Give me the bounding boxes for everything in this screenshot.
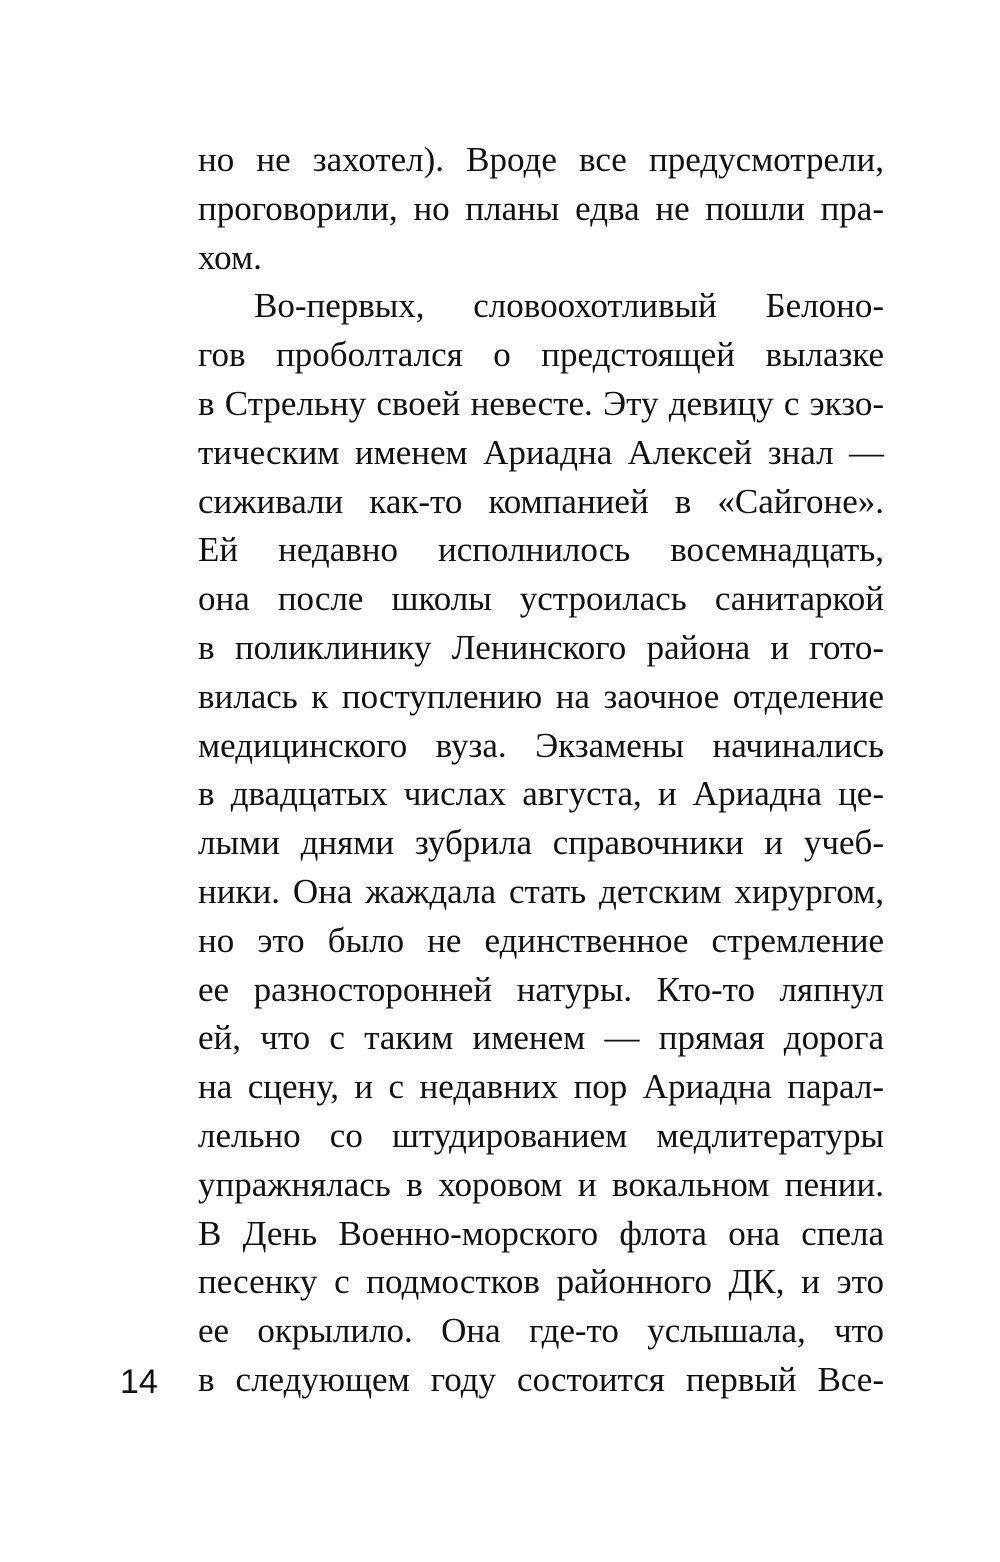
text-line: Ей недавно исполнилось восемнадцать, [198,530,884,570]
text-line: вилась к поступлению на заочное отделение [198,676,884,716]
text-line: сиживали как-то компанией в «Сайгоне». [198,481,884,521]
text-line: ей, что с таким именем — прямая дорога [198,1018,884,1058]
text-line: упражнялась в хоровом и вокальном пении. [198,1164,884,1204]
text-line: песенку с подмостков районного ДК, и это [198,1262,884,1302]
text-line: ее разносторонней натуры. Кто-то ляпнул [198,969,884,1009]
text-line: но это было не единственное стремление [198,920,884,960]
text-line: хом. [198,237,262,277]
text-line: в следующем году состоится первый Все- [198,1359,884,1399]
text-line: лыми днями зубрила справочники и учеб- [198,823,884,863]
text-line: медицинского вуза. Экзамены начинались [198,725,884,765]
text-line: ники. Она жаждала стать детским хирургом, [198,871,884,911]
text-line: но не захотел). Вроде все предусмотрели, [198,140,884,179]
page-number: 14 [120,1363,158,1401]
text-line: В День Военно-морского флота она спела [198,1213,884,1253]
text-line: на сцену, и с недавних пор Ариадна парал- [198,1067,884,1107]
text-line: в Стрельну своей невесте. Эту девицу с экзо- [198,383,884,423]
text-line: Во-первых, словоохотливый Белоно- [254,286,884,326]
text-line: ее окрылило. Она где-то услышала, что [198,1311,884,1351]
text-line: проговорили, но планы едва не пошли пра- [198,188,884,228]
text-line: в поликлинику Ленинского района и гото- [198,627,884,667]
text-line: лельно со штудированием медлитературы [198,1115,884,1155]
text-line: тическим именем Ариадна Алексей знал — [198,432,884,472]
body-text [198,136,884,1405]
text-line: в двадцатых числах августа, и Ариадна це- [198,774,884,814]
text-line: гов проболтался о предстоящей вылазке [198,335,884,375]
text-line: она после школы устроилась санитаркой [198,579,884,619]
